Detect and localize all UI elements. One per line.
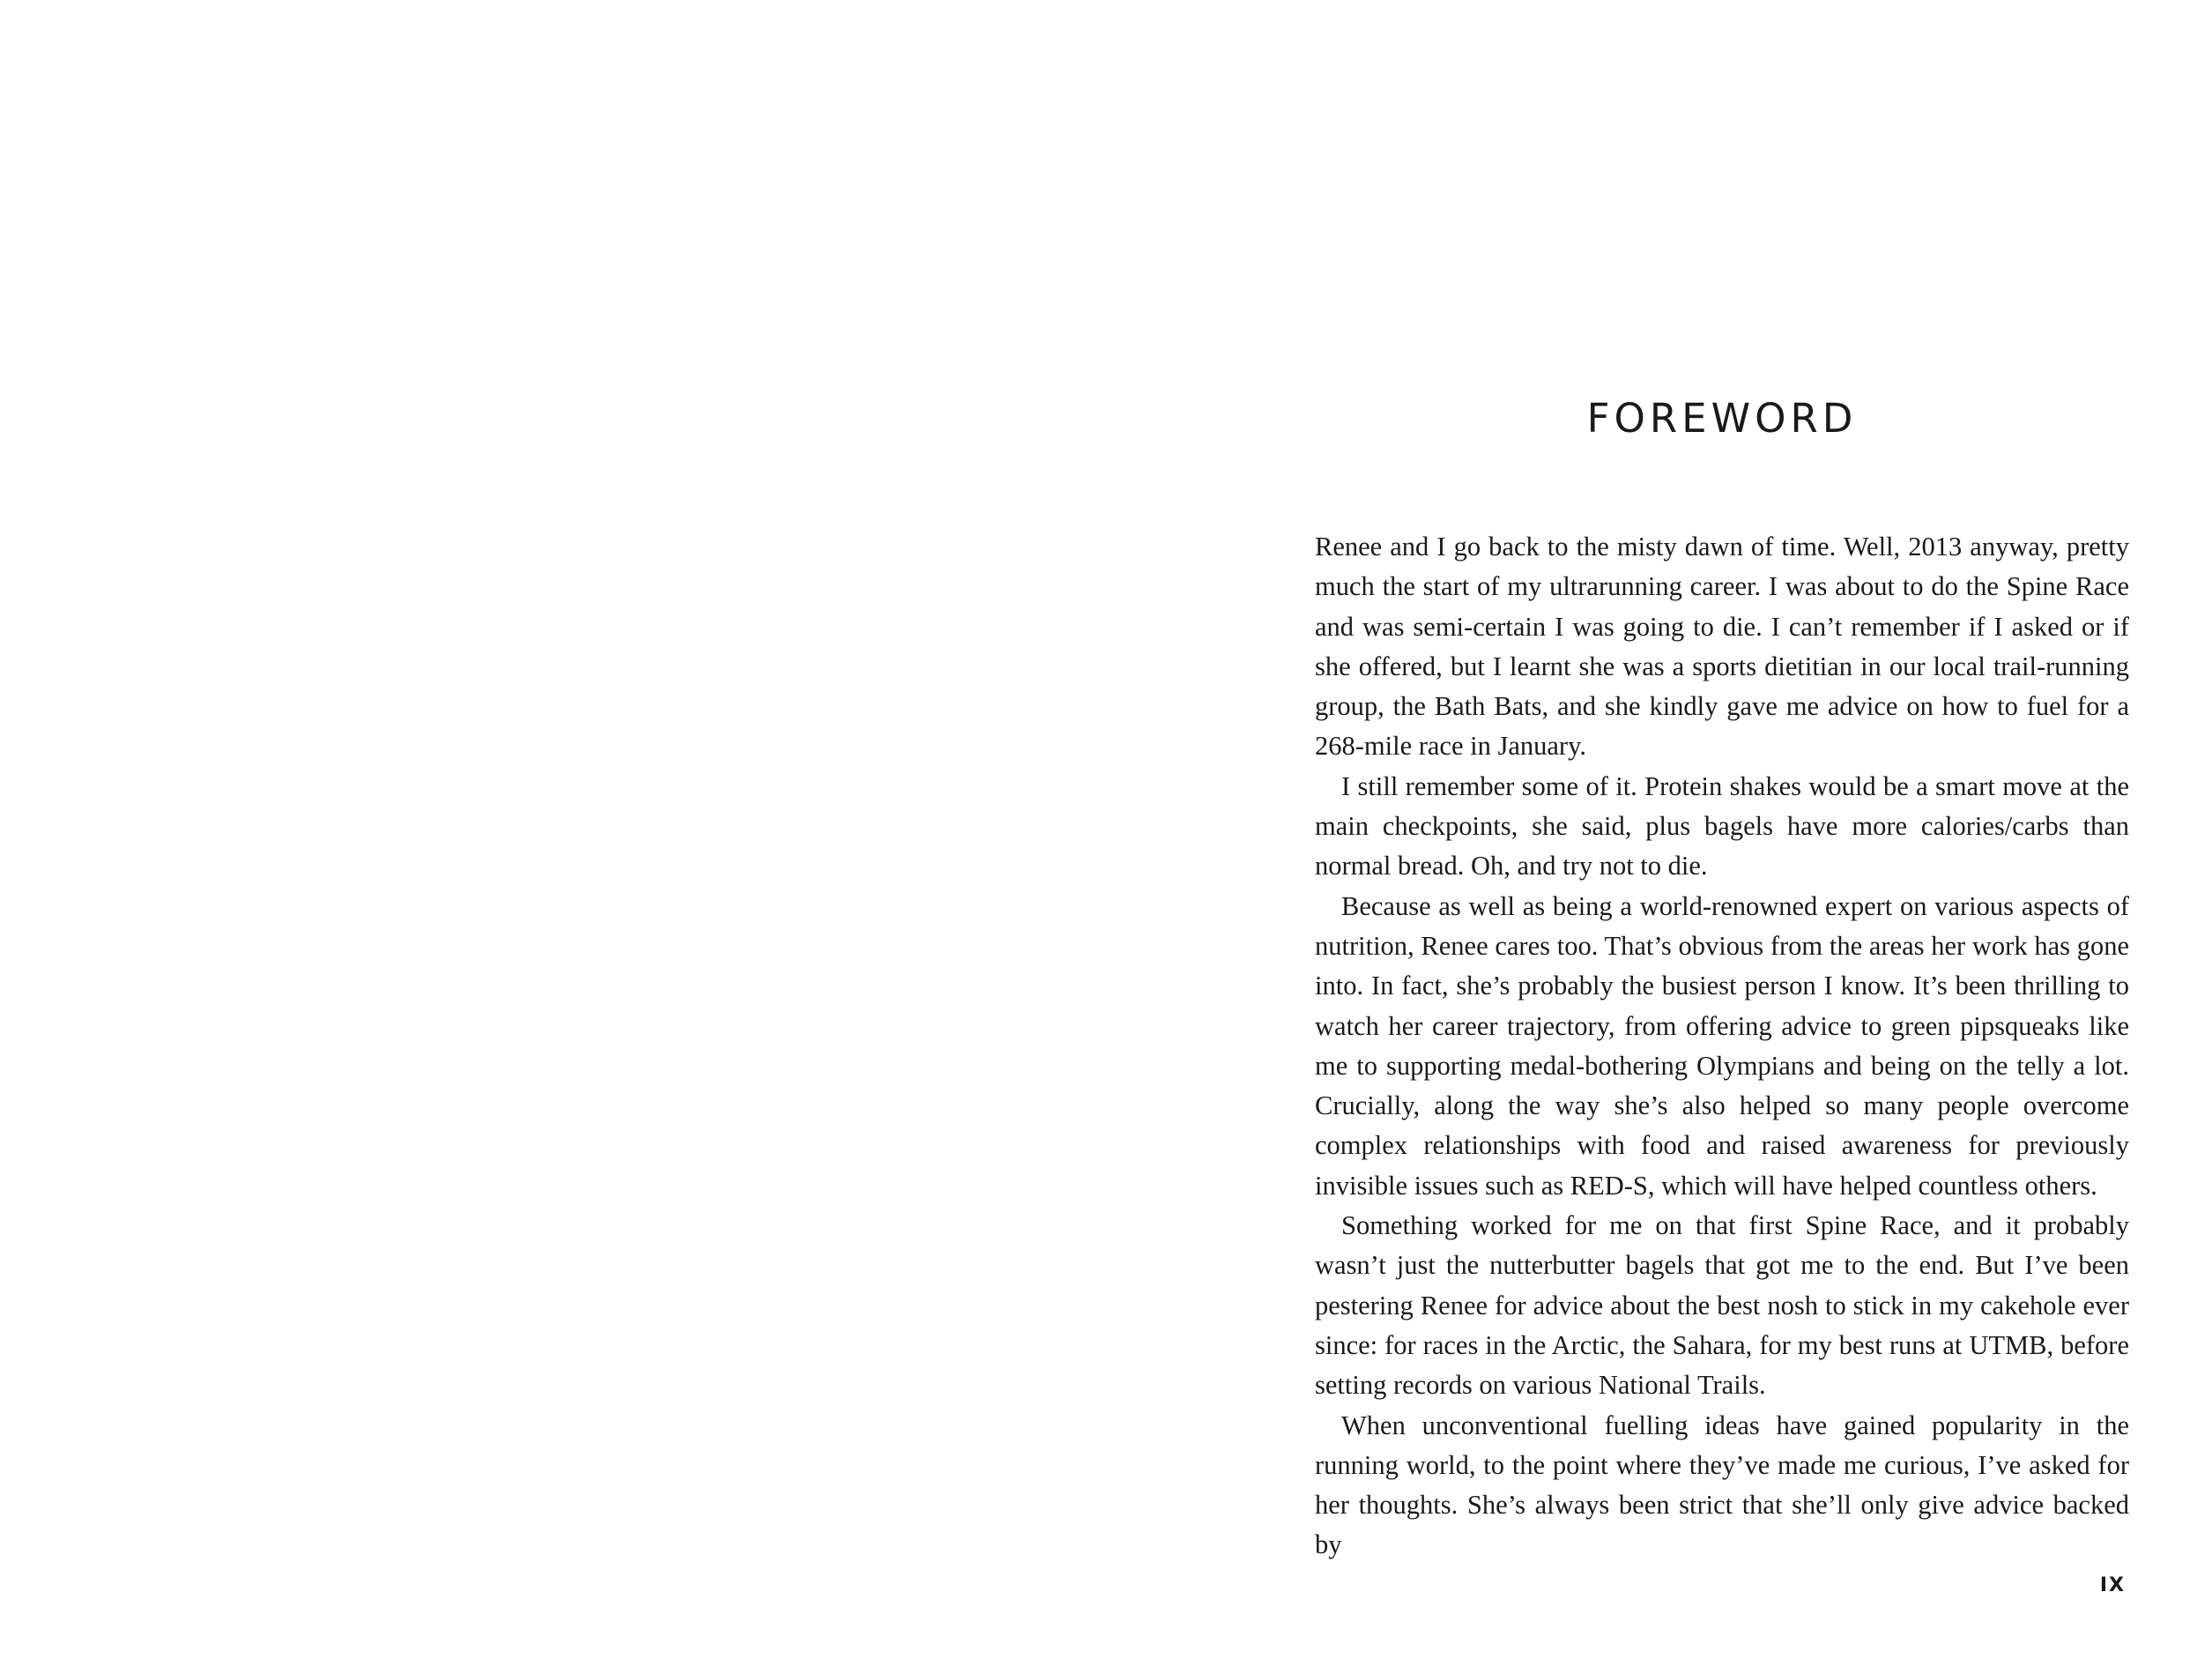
chapter-title: FOREWORD [1586,395,1858,442]
paragraph-1: Renee and I go back to the misty dawn of time. Well, 2013 anyway, pretty much the start of my ultrarunning career. I was about to do the Spine Race and was semi-certain I was going to die. I can’t remember if I asked or if she offered, but I learnt she was a sports dietitian in our local trail-running group, the Bath Bats, and she kindly gave me advice on how to fuel for a 268-mile race in January. [1315,532,2129,762]
body-text [1315,527,2129,1566]
paragraph-2: I still remember some of it. Protein shakes would be a smart move at the main checkpoints, she said, plus bagels have more calories/carbs than normal bread. Oh, and try not to die. [1315,770,2129,882]
paragraph-3: Because as well as being a world-renowned expert on various aspects of nutrition, Renee cares too. That’s obvious from the areas her work has gone into. In fact, she’s probably the busiest person I know. It’s been thrilling to watch her career trajectory, from offering advice to green pipsqueaks like me to supporting medal-bothering Olympians and being on the telly a lot. Crucially, along the way she’s also helped so many people overcome complex relationships with food and raised awareness for previously invisible issues such as RED-S, which will have helped countless others. [1315,890,2129,1201]
page-number: IX [2099,1574,2126,1596]
paragraph-5: When unconventional fuelling ideas have gained popularity in the running world, to the point where they’ve made me curious, I’ve asked for her thoughts. She’s always been strict that she’ll only give advice backed by [1315,1410,2129,1560]
paragraph-4: Something worked for me on that first Spine Race, and it probably wasn’t just the nutterbutter bagels that got me to the end. But I’ve been pestering Renee for advice about the best nosh to stick in my cakehole ever since: for races in the Arctic, the Sahara, for my best runs at UTMB, before setting records on various National Trails. [1315,1210,2129,1401]
